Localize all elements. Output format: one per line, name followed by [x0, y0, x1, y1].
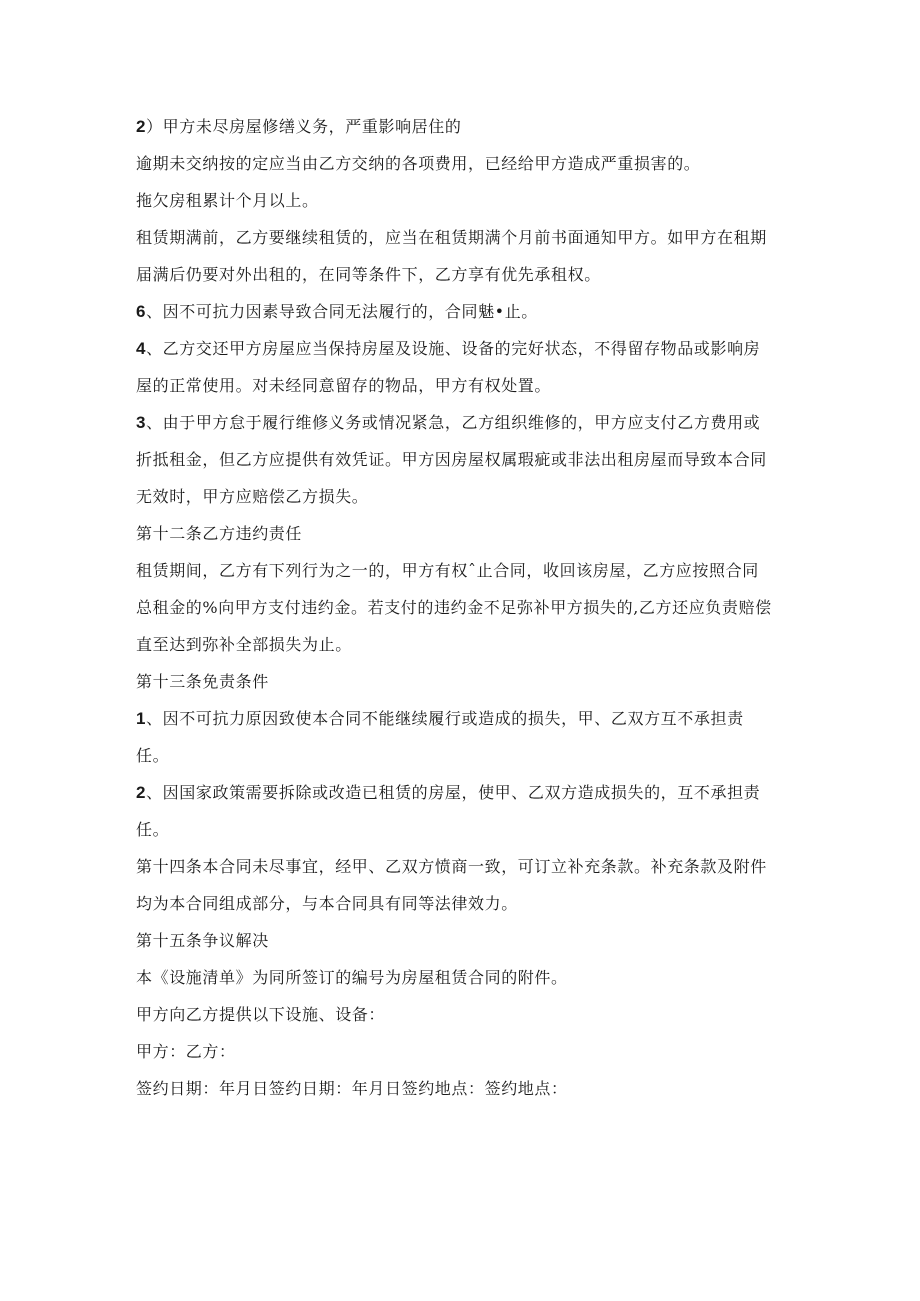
section-heading — [136, 922, 796, 959]
line-text: 租赁期间，乙方有下列行为之一的，甲方有权ˆ止合同，收回该房屋，乙方应按照合同 — [136, 561, 759, 580]
line-text: 甲方：乙方： — [136, 1042, 236, 1061]
line-text: 第十二条乙方违约责任 — [136, 524, 303, 543]
text-line — [136, 293, 796, 330]
document-page — [136, 108, 796, 1107]
text-line — [136, 219, 796, 256]
clause-number: 2 — [136, 783, 147, 802]
line-text: 均为本合同组成部分，与本合同具有同等法律效力。 — [136, 894, 518, 913]
line-text: 第十四条本合同未尽事宜，经甲、乙双方愤商一致，可订立补充条款。补充条款及附件 — [136, 857, 767, 876]
line-text: 、因不可抗力因素导致合同无法履行的，合同魅•止。 — [146, 302, 538, 321]
line-text: 届满后仍要对外出租的，在同等条件下，乙方享有优先承租权。 — [136, 265, 601, 284]
text-line — [136, 145, 796, 182]
text-line — [136, 959, 796, 996]
section-heading — [136, 663, 796, 700]
text-line — [136, 885, 796, 922]
text-line — [136, 552, 796, 589]
clause-number: 2 — [136, 117, 147, 136]
line-text: 、因国家政策需要拆除或改造已租赁的房屋，使甲、乙双方造成损失的，互不承担责 — [146, 783, 761, 802]
clause-number: 4 — [136, 339, 147, 358]
line-text: 第十三条免责条件 — [136, 672, 269, 691]
text-line — [136, 478, 796, 515]
line-text: 、由于甲方怠于履行维修义务或情况紧急，乙方组织维修的，甲方应支付乙方费用或 — [146, 413, 761, 432]
line-text: 拖欠房租累计个月以上。 — [136, 191, 319, 210]
text-line — [136, 996, 796, 1033]
text-line — [136, 848, 796, 885]
line-text: 总租金的%向甲方支付违约金。若支付的违约金不足弥补甲方损失的,乙方还应负责赔偿 — [136, 598, 772, 617]
section-heading — [136, 515, 796, 552]
line-text: 签约日期：年月日签约日期：年月日签约地点：签约地点： — [136, 1079, 568, 1098]
line-text: 本《设施清单》为同所签订的编号为房屋租赁合同的附件。 — [136, 968, 568, 987]
text-line — [136, 811, 796, 848]
line-text: 租赁期满前，乙方要继续租赁的，应当在租赁期满个月前书面通知甲方。如甲方在租期 — [136, 228, 767, 247]
text-line — [136, 626, 796, 663]
signature-date-place — [136, 1070, 796, 1107]
line-text: 、因不可抗力原因致使本合同不能继续履行或造成的损失，甲、乙双方互不承担责 — [146, 709, 744, 728]
line-text: ）甲方未尽房屋修缮义务，严重影响居住的 — [146, 117, 462, 136]
text-line — [136, 737, 796, 774]
clause-number: 3 — [136, 413, 147, 432]
text-line — [136, 700, 796, 737]
line-text: 逾期未交纳按的定应当由乙方交纳的各项费用，已经给甲方造成严重损害的。 — [136, 154, 701, 173]
text-line — [136, 108, 796, 145]
line-text: 甲方向乙方提供以下设施、设备： — [136, 1005, 386, 1024]
line-text: 任。 — [136, 820, 170, 839]
text-line — [136, 256, 796, 293]
text-line — [136, 589, 796, 626]
text-line — [136, 367, 796, 404]
text-line — [136, 404, 796, 441]
line-text: 折抵租金，但乙方应提供有效凭证。甲方因房屋权属瑕疵或非法出租房屋而导致本合同 — [136, 450, 767, 469]
text-line — [136, 441, 796, 478]
text-line — [136, 774, 796, 811]
signature-parties — [136, 1033, 796, 1070]
line-text: 任。 — [136, 746, 170, 765]
text-line — [136, 182, 796, 219]
line-text: 、乙方交还甲方房屋应当保持房屋及设施、设备的完好状态，不得留存物品或影响房 — [146, 339, 761, 358]
text-line — [136, 330, 796, 367]
line-text: 第十五条争议解决 — [136, 931, 269, 950]
line-text: 屋的正常使用。对未经同意留存的物品，甲方有权处置。 — [136, 376, 552, 395]
clause-number: 1 — [136, 709, 147, 728]
line-text: 无效时，甲方应赔偿乙方损失。 — [136, 487, 369, 506]
clause-number: 6 — [136, 302, 147, 321]
line-text: 直至达到弥补全部损失为止。 — [136, 635, 352, 654]
